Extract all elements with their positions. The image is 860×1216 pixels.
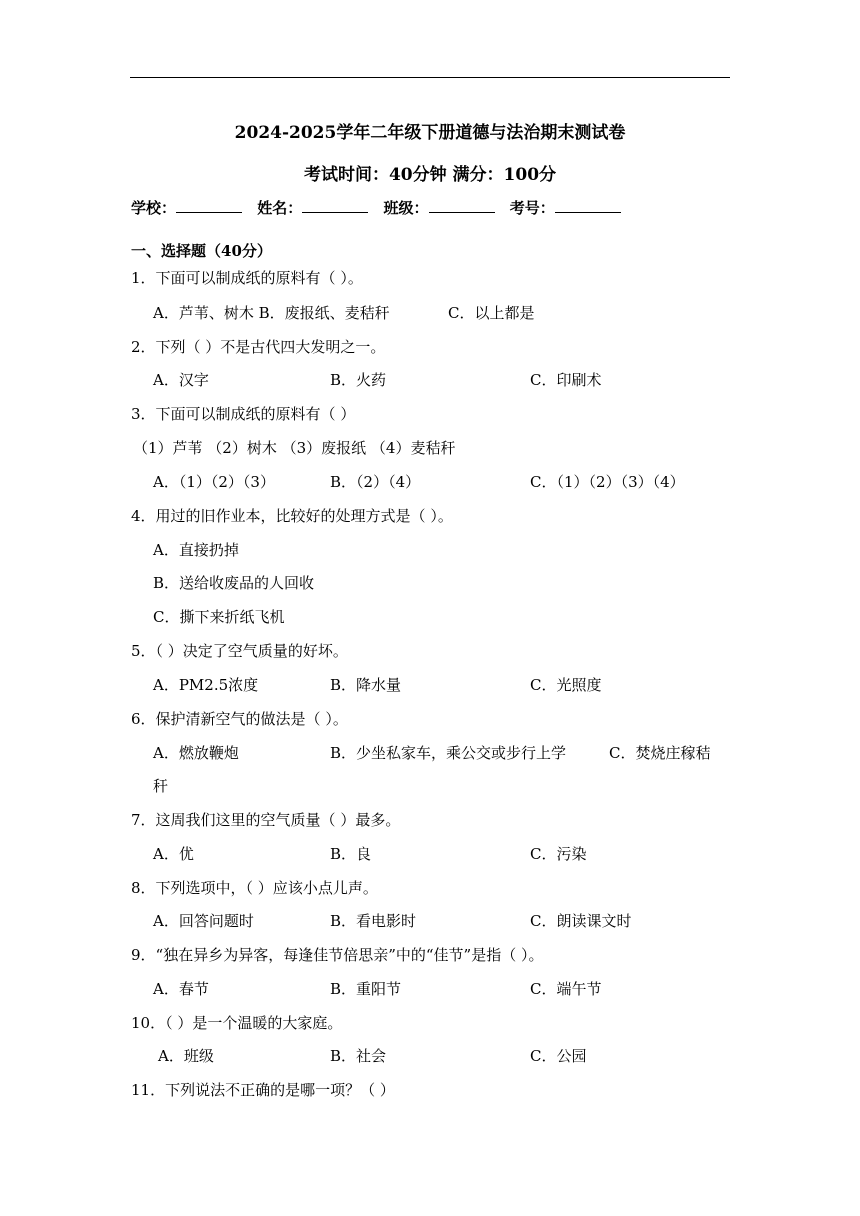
question-stem: 7．这周我们这里的空气质量（ ）最多。 (131, 811, 401, 829)
option[interactable]: B．火药 (330, 371, 387, 389)
option[interactable]: B．（2）（4） (330, 473, 421, 491)
option[interactable]: A．班级 (158, 1047, 214, 1065)
option[interactable]: C．撕下来折纸飞机 (153, 608, 285, 626)
option[interactable]: A．燃放鞭炮 (153, 744, 239, 762)
option[interactable]: B．重阳节 (330, 980, 402, 998)
exam-number-label: 考号： (509, 199, 555, 217)
option[interactable]: B．社会 (330, 1047, 387, 1065)
option[interactable]: A．直接扔掉 (153, 541, 239, 559)
option[interactable]: C．朗读课文时 (530, 912, 632, 930)
question-sub-items: （1）芦苇 （2）树木 （3）废报纸 （4）麦秸秆 (133, 439, 456, 457)
exam-title: 2024-2025学年二年级下册道德与法治期末测试卷 (234, 123, 626, 143)
question-stem: 2．下列（ ）不是古代四大发明之一。 (131, 338, 386, 356)
header-rule (130, 77, 730, 78)
option[interactable]: A．（1）（2）（3） (153, 473, 275, 491)
option[interactable]: B．降水量 (330, 676, 402, 694)
class-label: 班级： (383, 199, 429, 217)
option-wrap: 秆 (153, 777, 169, 795)
school-label: 学校： (131, 199, 177, 217)
option[interactable]: B．少坐私家车，乘公交或步行上学 (330, 744, 567, 762)
question-stem: 3．下面可以制成纸的原料有（ ） (131, 405, 356, 423)
question-stem: 8．下列选项中，（ ）应该小点儿声。 (131, 879, 378, 897)
option[interactable]: A．芦苇、树木 B．废报纸、麦秸秆 (153, 304, 390, 322)
section-heading: 一、选择题（40分） (131, 242, 272, 260)
exam-number-blank[interactable] (555, 200, 621, 213)
class-blank[interactable] (429, 200, 495, 213)
option[interactable]: A．回答问题时 (153, 912, 254, 930)
option[interactable]: C．以上都是 (448, 304, 535, 322)
option[interactable]: B．看电影时 (330, 912, 417, 930)
option[interactable]: C．污染 (530, 845, 587, 863)
question-stem: 6．保护清新空气的做法是（ ）。 (131, 710, 348, 728)
name-label: 姓名： (257, 199, 303, 217)
question-stem: 1．下面可以制成纸的原料有（ ）。 (131, 269, 363, 287)
question-stem: 9．“独在异乡为异客，每逢佳节倍思亲”中的“佳节”是指（ ）。 (131, 946, 544, 964)
question-stem: 5．（ ）决定了空气质量的好坏。 (131, 642, 348, 660)
school-blank[interactable] (176, 200, 242, 213)
option[interactable]: A．PM2.5浓度 (153, 676, 259, 694)
option[interactable]: B．良 (330, 845, 372, 863)
option[interactable]: A．春节 (153, 980, 209, 998)
student-info-row (131, 197, 631, 218)
exam-subtitle: 考试时间：40分钟 满分：100分 (303, 165, 557, 185)
option[interactable]: B．送给收废品的人回收 (153, 574, 315, 592)
option[interactable]: C．焚烧庄稼秸 (609, 744, 711, 762)
question-stem: 11．下列说法不正确的是哪一项？（ ） (131, 1081, 395, 1099)
option[interactable]: C．（1）（2）（3）（4） (530, 473, 685, 491)
option[interactable]: C．公园 (530, 1047, 587, 1065)
option[interactable]: C．端午节 (530, 980, 602, 998)
option[interactable]: A．汉字 (153, 371, 209, 389)
option[interactable]: C．印刷术 (530, 371, 602, 389)
question-stem: 10．（ ）是一个温暖的大家庭。 (131, 1014, 343, 1032)
question-stem: 4．用过的旧作业本，比较好的处理方式是（ ）。 (131, 507, 453, 525)
name-blank[interactable] (302, 200, 368, 213)
option[interactable]: C．光照度 (530, 676, 602, 694)
option[interactable]: A．优 (153, 845, 194, 863)
